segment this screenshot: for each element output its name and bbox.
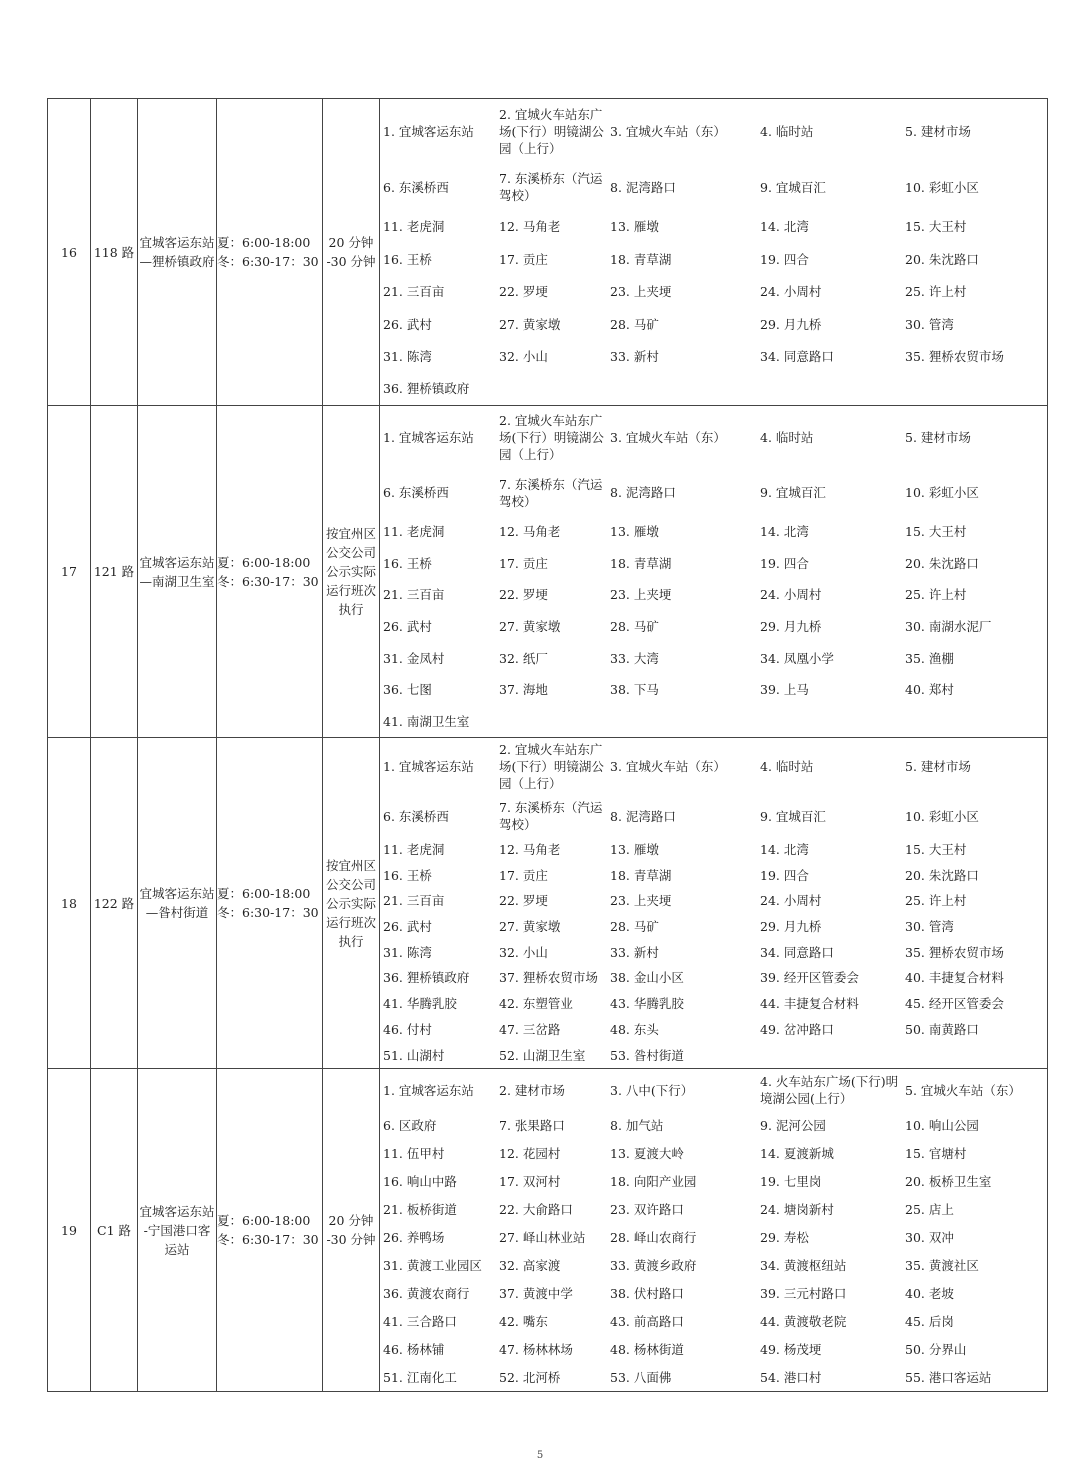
- stop-name: 35. 狸桥农贸市场: [905, 348, 1004, 364]
- stop-name: 5. 建材市场: [905, 759, 971, 775]
- stop-name: 7. 东溪桥东（汽运驾校）: [499, 800, 603, 833]
- stop-name: 37. 黄渡中学: [499, 1285, 573, 1301]
- hours-line: 冬：6:30-17：30: [217, 905, 319, 920]
- stop-name: 27. 黄家墩: [499, 316, 561, 332]
- stop-name: 22. 罗埂: [499, 284, 548, 300]
- stop-name: 25. 许上村: [905, 587, 967, 603]
- stop-name: 1. 宜城客运东站: [383, 430, 474, 446]
- stop-name: 36. 黄渡农商行: [383, 1285, 470, 1301]
- stop-name: 51. 山湖村: [383, 1047, 445, 1063]
- stop-name: 23. 双许路口: [610, 1202, 684, 1218]
- stop-name: 27. 黄家墩: [499, 619, 561, 634]
- stop-row: [380, 917, 1047, 936]
- interval-line: 20 分钟: [328, 1213, 374, 1228]
- route-row: [48, 99, 1048, 406]
- stop-name: 9. 宜城百汇: [760, 179, 826, 195]
- stop-row: [380, 1046, 1047, 1065]
- stop-row: [380, 680, 1047, 699]
- stop-name: 35. 黄渡社区: [905, 1257, 979, 1273]
- stop-name: 3. 宜城火车站（东）: [610, 759, 726, 775]
- stop-name: 15. 大王村: [905, 219, 967, 235]
- stop-name: 6. 东溪桥西: [383, 808, 449, 824]
- stop-name: 9. 泥河公园: [760, 1118, 826, 1134]
- stop-name: 41. 华腾乳胶: [383, 996, 457, 1012]
- route-row: [48, 1069, 1048, 1392]
- stop-name: 49. 岔冲路口: [760, 1021, 834, 1037]
- stop-row: [380, 840, 1047, 859]
- stop-name: 26. 武村: [383, 316, 432, 332]
- route-name: 121 路: [91, 406, 138, 738]
- stop-name: 5. 宜城火车站（东）: [905, 1082, 1021, 1098]
- stop-name: 49. 杨茂埂: [760, 1341, 822, 1357]
- stop-row: [380, 1200, 1047, 1219]
- stop-name: 12. 马角老: [499, 524, 561, 540]
- stop-name: 33. 新村: [610, 348, 659, 364]
- stop-name: 42. 东塑管业: [499, 996, 573, 1012]
- stop-name: 40. 老坡: [905, 1285, 954, 1301]
- stop-name: 39. 经开区管委会: [760, 970, 859, 986]
- stop-row: [380, 1312, 1047, 1331]
- stop-name: 2. 建材市场: [499, 1082, 565, 1098]
- stop-row: [380, 282, 1047, 301]
- stop-row: [380, 1073, 1047, 1107]
- stop-name: 31. 陈湾: [383, 944, 432, 960]
- stop-name: 35. 狸桥农贸市场: [905, 944, 1004, 960]
- stop-name: 4. 火车站东广场(下行)明境湖公园(上行）: [760, 1074, 899, 1107]
- stop-name: 21. 三百亩: [383, 893, 445, 909]
- stop-name: 14. 北湾: [760, 219, 809, 235]
- stop-name: 19. 七里岗: [760, 1174, 822, 1190]
- interval-line: 运行班次: [325, 583, 376, 598]
- route-table: [47, 98, 1048, 1392]
- stop-name: 28. 峄山农商行: [610, 1229, 697, 1245]
- stop-name: 53. 昝村街道: [610, 1047, 684, 1063]
- departure-interval: [323, 1069, 380, 1392]
- stop-name: 33. 新村: [610, 944, 659, 960]
- stop-row: [380, 1256, 1047, 1275]
- stop-name: 18. 青草湖: [610, 867, 672, 883]
- route-number: 17: [48, 406, 91, 738]
- route-terminals: [138, 99, 217, 406]
- stop-name: 9. 宜城百汇: [760, 808, 826, 824]
- stop-name: 21. 板桥街道: [383, 1202, 457, 1218]
- stop-name: 33. 大湾: [610, 650, 659, 666]
- stop-name: 47. 三岔路: [499, 1021, 561, 1037]
- route-terminals: [138, 738, 217, 1069]
- stop-name: 43. 华腾乳胶: [610, 996, 684, 1012]
- stop-name: 32. 小山: [499, 348, 548, 364]
- interval-line: 公示实际: [325, 895, 376, 911]
- stop-row: [380, 1020, 1047, 1039]
- interval-line: 公交公司: [325, 545, 376, 560]
- route-name: 122 路: [91, 738, 138, 1069]
- stop-name: 25. 许上村: [905, 284, 967, 300]
- stop-name: 2. 宜城火车站东广场(下行）明镜湖公园（上行）: [499, 413, 604, 463]
- stop-name: 36. 狸桥镇政府: [383, 970, 470, 986]
- terminal-line: 宜城客运东站: [139, 235, 215, 250]
- stop-name: 51. 江南化工: [383, 1369, 457, 1385]
- stop-name: 18. 向阳产业园: [610, 1174, 697, 1190]
- stop-name: 44. 丰捷复合材料: [760, 996, 859, 1012]
- stop-name: 41. 三合路口: [383, 1313, 457, 1329]
- hours-line: 冬：6:30-17：30: [217, 254, 319, 269]
- terminal-line: —南湖卫生室: [139, 573, 215, 589]
- stop-name: 25. 店上: [905, 1202, 954, 1218]
- stop-name: 30. 南湖水泥厂: [905, 619, 992, 634]
- stop-name: 31. 金凤村: [383, 650, 445, 666]
- interval-line: 执行: [338, 933, 364, 949]
- stop-name: 10. 彩虹小区: [905, 179, 979, 195]
- stop-row: [380, 315, 1047, 334]
- stop-name: 31. 陈湾: [383, 348, 432, 364]
- stop-name: 44. 黄渡敬老院: [760, 1313, 847, 1329]
- stop-name: 11. 老虎洞: [383, 841, 445, 857]
- stop-name: 48. 杨林街道: [610, 1341, 684, 1357]
- stop-name: 24. 塘岗新村: [760, 1202, 834, 1218]
- stop-name: 12. 马角老: [499, 841, 561, 857]
- interval-line: -30 分钟: [326, 254, 376, 269]
- operating-hours: [217, 406, 323, 738]
- terminal-line: 宜城客运东站: [139, 886, 215, 901]
- page-number: 5: [536, 1450, 544, 1461]
- route-row: [48, 406, 1048, 738]
- stop-name: 50. 分界山: [905, 1341, 967, 1357]
- stop-name: 1. 宜城客运东站: [383, 123, 474, 139]
- stop-row: [380, 250, 1047, 269]
- interval-line: 公交公司: [325, 876, 376, 892]
- stop-row: [380, 943, 1047, 962]
- stop-name: 43. 前高路口: [610, 1313, 684, 1329]
- stop-name: 5. 建材市场: [905, 123, 971, 139]
- terminal-line: 宜城客运东站: [139, 1203, 215, 1219]
- stop-name: 14. 夏渡新城: [760, 1146, 834, 1162]
- stop-name: 20. 朱沈路口: [905, 555, 979, 571]
- stop-name: 11. 伍甲村: [383, 1146, 445, 1162]
- stop-row: [380, 1144, 1047, 1163]
- terminal-line: 宜城客运东站: [139, 554, 215, 570]
- stop-name: 16. 王桥: [383, 555, 432, 571]
- stop-row: [380, 617, 1047, 636]
- stop-name: 24. 小周村: [760, 587, 822, 603]
- stop-name: 23. 上夹埂: [610, 284, 672, 300]
- stop-name: 19. 四合: [760, 251, 809, 267]
- stop-name: 7. 张果路口: [499, 1118, 565, 1134]
- stop-name: 30. 管湾: [905, 918, 954, 934]
- stop-name: 54. 港口村: [760, 1369, 822, 1385]
- stop-name: 20. 板桥卫生室: [905, 1174, 992, 1190]
- stop-row: [380, 712, 1047, 731]
- stop-name: 29. 月九桥: [760, 619, 822, 634]
- stop-name: 23. 上夹埂: [610, 587, 672, 603]
- stop-name: 13. 雁墩: [610, 524, 659, 540]
- stop-name: 40. 郑村: [905, 682, 954, 698]
- stop-row: [380, 866, 1047, 885]
- stop-name: 6. 区政府: [383, 1118, 437, 1134]
- interval-line: 执行: [338, 602, 364, 617]
- hours-line: 冬：6:30-17：30: [217, 1232, 319, 1247]
- stop-name: 45. 后岗: [905, 1313, 954, 1329]
- stop-name: 8. 加气站: [610, 1118, 664, 1134]
- stop-name: 9. 宜城百汇: [760, 485, 826, 501]
- interval-line: 按宜州区: [325, 526, 376, 541]
- operating-hours: [217, 1069, 323, 1392]
- route-terminals: [138, 406, 217, 738]
- route-name: C1 路: [91, 1069, 138, 1392]
- interval-line: -30 分钟: [326, 1232, 376, 1247]
- stop-name: 26. 养鸭场: [383, 1229, 445, 1245]
- stop-name: 4. 临时站: [760, 759, 814, 775]
- stop-name: 20. 朱沈路口: [905, 251, 979, 267]
- stop-name: 28. 马矿: [610, 316, 659, 332]
- stop-name: 42. 嘴东: [499, 1313, 548, 1329]
- interval-line: 20 分钟: [328, 235, 374, 250]
- stop-name: 3. 宜城火车站（东）: [610, 123, 726, 139]
- stop-name: 8. 泥湾路口: [610, 179, 676, 195]
- interval-line: 按宜州区: [325, 857, 376, 873]
- stop-name: 22. 大俞路口: [499, 1202, 573, 1218]
- stop-name: 22. 罗埂: [499, 587, 548, 603]
- stop-name: 17. 双河村: [499, 1174, 561, 1190]
- stop-name: 27. 峄山林业站: [499, 1229, 586, 1245]
- stop-name: 52. 山湖卫生室: [499, 1047, 586, 1063]
- stops-block: [380, 406, 1047, 737]
- stop-name: 2. 宜城火车站东广场(下行）明镜湖公园（上行）: [499, 106, 604, 156]
- stops-block: [380, 99, 1047, 405]
- stop-name: 17. 贡庄: [499, 555, 548, 571]
- stop-name: 3. 宜城火车站（东）: [610, 430, 726, 446]
- hours-line: 冬：6:30-17：30: [217, 573, 319, 589]
- stop-name: 33. 黄渡乡政府: [610, 1257, 697, 1273]
- stop-row: [380, 347, 1047, 366]
- stop-name: 37. 狸桥农贸市场: [499, 970, 598, 986]
- stop-name: 10. 彩虹小区: [905, 808, 979, 824]
- stops-block: [380, 738, 1047, 1068]
- stop-name: 5. 建材市场: [905, 430, 971, 446]
- stop-name: 26. 武村: [383, 918, 432, 934]
- stop-name: 29. 月九桥: [760, 918, 822, 934]
- stop-name: 45. 经开区管委会: [905, 996, 1004, 1012]
- stop-row: [380, 554, 1047, 573]
- stop-name: 11. 老虎洞: [383, 219, 445, 235]
- stop-name: 13. 雁墩: [610, 219, 659, 235]
- stop-name: 8. 泥湾路口: [610, 808, 676, 824]
- stop-name: 6. 东溪桥西: [383, 485, 449, 501]
- stop-row: [380, 170, 1047, 204]
- stop-name: 7. 东溪桥东（汽运驾校）: [499, 476, 603, 509]
- stop-name: 14. 北湾: [760, 841, 809, 857]
- stop-name: 12. 马角老: [499, 219, 561, 235]
- stop-name: 29. 寿松: [760, 1229, 809, 1245]
- stop-row: [380, 891, 1047, 910]
- stop-name: 4. 临时站: [760, 123, 814, 139]
- stop-name: 11. 老虎洞: [383, 524, 445, 540]
- stop-row: [380, 1116, 1047, 1135]
- terminal-line: —昝村街道: [145, 905, 209, 920]
- stop-name: 16. 王桥: [383, 251, 432, 267]
- stop-name: 15. 大王村: [905, 524, 967, 540]
- stop-name: 37. 海地: [499, 682, 548, 698]
- stop-name: 55. 港口客运站: [905, 1369, 992, 1385]
- stop-name: 34. 同意路口: [760, 944, 834, 960]
- stop-name: 19. 四合: [760, 555, 809, 571]
- stop-name: 12. 花园村: [499, 1146, 561, 1162]
- stop-name: 48. 东头: [610, 1021, 659, 1037]
- terminal-line: -宁国港口客: [143, 1222, 211, 1238]
- stop-name: 24. 小周村: [760, 284, 822, 300]
- stop-name: 53. 八面佛: [610, 1369, 672, 1385]
- stop-name: 26. 武村: [383, 619, 432, 634]
- stop-name: 2. 宜城火车站东广场(下行）明镜湖公园（上行）: [499, 742, 604, 792]
- stop-row: [380, 1228, 1047, 1247]
- stop-name: 8. 泥湾路口: [610, 485, 676, 501]
- stop-name: 13. 夏渡大岭: [610, 1146, 684, 1162]
- stops-cell: [380, 406, 1048, 738]
- stop-row: [380, 994, 1047, 1013]
- stop-row: [380, 1340, 1047, 1359]
- stop-name: 46. 杨林铺: [383, 1341, 445, 1357]
- stop-name: 6. 东溪桥西: [383, 179, 449, 195]
- stops-cell: [380, 738, 1048, 1069]
- stop-name: 39. 上马: [760, 682, 809, 698]
- stop-row: [380, 799, 1047, 833]
- interval-line: 运行班次: [325, 914, 376, 930]
- stop-name: 32. 小山: [499, 944, 548, 960]
- stop-name: 17. 贡庄: [499, 251, 548, 267]
- stop-name: 46. 付村: [383, 1021, 432, 1037]
- stop-name: 23. 上夹埂: [610, 893, 672, 909]
- stop-name: 35. 渔棚: [905, 650, 954, 666]
- stop-name: 20. 朱沈路口: [905, 867, 979, 883]
- stop-name: 27. 黄家墩: [499, 918, 561, 934]
- stop-row: [380, 1284, 1047, 1303]
- stop-row: [380, 585, 1047, 604]
- departure-interval: [323, 738, 380, 1069]
- stop-name: 39. 三元村路口: [760, 1285, 847, 1301]
- departure-interval: [323, 99, 380, 406]
- stop-name: 4. 临时站: [760, 430, 814, 446]
- stop-name: 38. 金山小区: [610, 970, 684, 986]
- stop-row: [380, 522, 1047, 541]
- stop-row: [380, 476, 1047, 510]
- stop-name: 36. 狸桥镇政府: [383, 381, 470, 397]
- stop-row: [380, 379, 1047, 398]
- hours-line: 夏：6:00-18:00: [217, 1213, 311, 1228]
- stops-block: [380, 1069, 1047, 1391]
- stop-name: 34. 凤凰小学: [760, 650, 834, 666]
- stop-name: 1. 宜城客运东站: [383, 1082, 474, 1098]
- stop-name: 30. 管湾: [905, 316, 954, 332]
- stop-row: [380, 412, 1047, 463]
- stop-name: 21. 三百亩: [383, 587, 445, 603]
- stop-name: 22. 罗埂: [499, 893, 548, 909]
- stop-name: 25. 许上村: [905, 893, 967, 909]
- route-terminals: [138, 1069, 217, 1392]
- stop-name: 15. 官塘村: [905, 1146, 967, 1162]
- stop-name: 15. 大王村: [905, 841, 967, 857]
- stop-name: 10. 彩虹小区: [905, 485, 979, 501]
- stops-cell: [380, 1069, 1048, 1392]
- stop-name: 34. 同意路口: [760, 348, 834, 364]
- terminal-line: 运站: [164, 1241, 190, 1257]
- operating-hours: [217, 99, 323, 406]
- stop-name: 28. 马矿: [610, 918, 659, 934]
- route-row: [48, 738, 1048, 1069]
- stop-name: 16. 响山中路: [383, 1174, 457, 1190]
- stop-name: 38. 伏村路口: [610, 1285, 684, 1301]
- route-name: 118 路: [91, 99, 138, 406]
- route-number: 18: [48, 738, 91, 1069]
- stop-name: 28. 马矿: [610, 619, 659, 634]
- stop-name: 50. 南黄路口: [905, 1021, 979, 1037]
- stop-name: 16. 王桥: [383, 867, 432, 883]
- stop-row: [380, 1172, 1047, 1191]
- hours-line: 夏：6:00-18:00: [217, 886, 311, 901]
- stop-row: [380, 106, 1047, 157]
- terminal-line: —狸桥镇政府: [139, 254, 215, 269]
- stop-name: 21. 三百亩: [383, 284, 445, 300]
- stop-name: 29. 月九桥: [760, 316, 822, 332]
- stop-name: 1. 宜城客运东站: [383, 759, 474, 775]
- stop-name: 32. 高家渡: [499, 1257, 561, 1273]
- hours-line: 夏：6:00-18:00: [217, 554, 311, 570]
- operating-hours: [217, 738, 323, 1069]
- stops-cell: [380, 99, 1048, 406]
- stop-name: 41. 南湖卫生室: [383, 713, 470, 729]
- stop-name: 17. 贡庄: [499, 867, 548, 883]
- stop-row: [380, 741, 1047, 792]
- stop-name: 18. 青草湖: [610, 555, 672, 571]
- departure-interval: [323, 406, 380, 738]
- stop-name: 10. 响山公园: [905, 1118, 979, 1134]
- stop-name: 38. 下马: [610, 682, 659, 698]
- stop-name: 18. 青草湖: [610, 251, 672, 267]
- stop-name: 3. 八中(下行）: [610, 1082, 694, 1098]
- stop-name: 34. 黄渡枢纽站: [760, 1257, 847, 1273]
- stop-row: [380, 649, 1047, 668]
- stop-name: 7. 东溪桥东（汽运驾校）: [499, 171, 603, 204]
- stop-name: 19. 四合: [760, 867, 809, 883]
- stop-name: 47. 杨林林场: [499, 1341, 573, 1357]
- route-table-body: [48, 99, 1048, 1392]
- stop-name: 31. 黄渡工业园区: [383, 1257, 482, 1273]
- stop-name: 30. 双冲: [905, 1229, 954, 1245]
- stop-row: [380, 968, 1047, 987]
- hours-line: 夏：6:00-18:00: [217, 235, 311, 250]
- stop-name: 36. 七图: [383, 682, 432, 698]
- stop-row: [380, 217, 1047, 236]
- route-number: 19: [48, 1069, 91, 1392]
- stop-name: 14. 北湾: [760, 524, 809, 540]
- stop-row: [380, 1368, 1047, 1387]
- route-number: 16: [48, 99, 91, 406]
- stop-name: 32. 纸厂: [499, 650, 548, 666]
- stop-name: 52. 北河桥: [499, 1369, 561, 1385]
- stop-name: 13. 雁墩: [610, 841, 659, 857]
- stop-name: 40. 丰捷复合材料: [905, 970, 1004, 986]
- interval-line: 公示实际: [325, 564, 376, 579]
- stop-name: 24. 小周村: [760, 893, 822, 909]
